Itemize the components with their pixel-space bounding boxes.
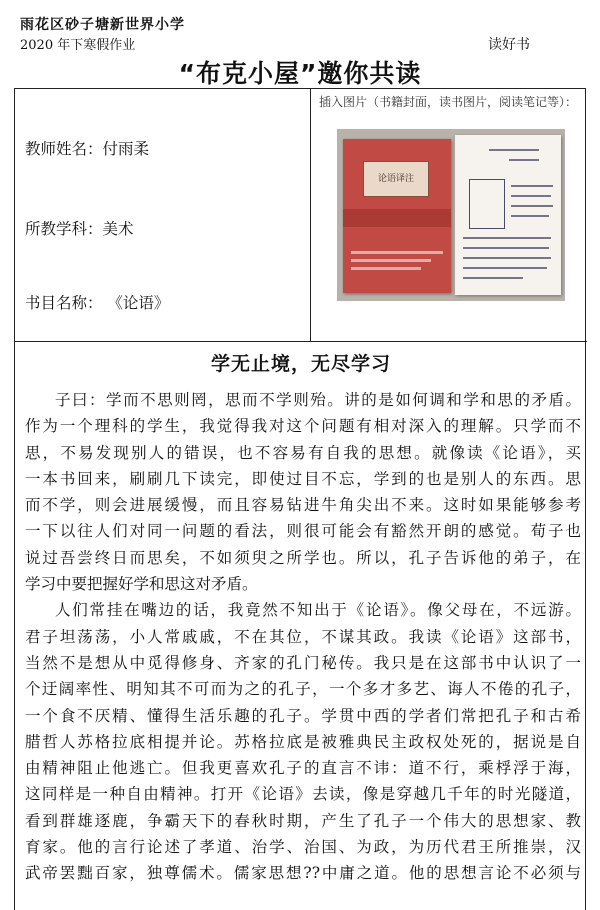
book-photo — [337, 129, 565, 301]
cover-text-line — [351, 251, 443, 254]
note-line — [511, 215, 549, 217]
essay-line: 作为一个理科的学生，我觉得我对这个问题有相对深入的理解。只学而不 — [25, 417, 581, 436]
essay-line: 子曰：学而不思则罔，思而不学则殆。讲的是如何调和学和思的矛盾。 — [55, 391, 581, 409]
page-title: “布克小屋”邀你共读 — [178, 59, 422, 88]
reading-notes-image — [455, 135, 561, 295]
essay-body — [25, 387, 581, 887]
note-line — [511, 185, 553, 187]
essay-line: 看到群雄逐鹿，争霸天下的春秋时期，产生了孔子一个伟大的思想家、教 — [25, 811, 581, 830]
school-name: 雨花区砂子塘新世界小学 — [20, 17, 185, 33]
row-divider — [15, 341, 587, 342]
essay-line: 思，不易发现别人的错误，也不容易有自我的思想。就像读《论语》，买 — [25, 443, 581, 462]
note-line — [509, 159, 539, 161]
cover-text-line — [351, 267, 421, 270]
essay-line: 武帝罢黜百家，独尊儒术。儒家思想??中庸之道。他的思想言论不必须与 — [25, 864, 581, 883]
essay-line: 当然不是想从中觅得修身、齐家的孔门秘传。我只是在这部书中认识了一 — [25, 653, 581, 672]
essay-line: 说过吾尝终日而思矣，不如须臾之所学也。所以，孔子告诉他的弟子，在 — [25, 548, 581, 567]
teacher-info-cell — [15, 89, 311, 341]
note-line — [463, 267, 547, 269]
cover-stripe — [343, 209, 451, 227]
note-line — [511, 195, 551, 197]
essay-line: 一个食不厌精、懂得生活乐趣的孔子。学贯中西的学者们常把孔子和古希 — [25, 706, 581, 725]
essay-line: 人们常挂在嘴边的话，我竟然不知出于《论语》。像父母在，不远游。 — [55, 601, 581, 620]
cover-title-label — [363, 161, 429, 197]
cover-title-text: 论语译注 — [377, 174, 414, 184]
essay-line: 育家。他的言行论述了孝道、治学、治国、为政，为历代君王所推崇，汉 — [25, 838, 581, 857]
image-cell — [311, 89, 587, 341]
assignment-term: 2020 年下寒假作业 — [20, 38, 136, 53]
note-line — [463, 237, 551, 239]
cover-text-line — [351, 259, 431, 262]
teacher-name: 教师姓名：付雨柔 — [25, 140, 150, 158]
essay-line: 由精神阻止他逃亡。但我更喜欢孔子的直言不讳：道不行，乘桴浮于海， — [25, 759, 581, 778]
book-cover-image — [343, 139, 451, 293]
note-sketch — [469, 179, 505, 229]
note-line — [511, 205, 553, 207]
essay-line: 这同样是一种自由精神。打开《论语》去读，像是穿越几千年的时光隧道， — [25, 785, 581, 804]
note-line — [463, 247, 549, 249]
form-table — [14, 88, 586, 910]
category-label: 读好书 — [488, 37, 530, 53]
note-line — [463, 277, 523, 279]
essay-line: 一下以往人们对同一问题的看法，则很可能会有豁然开朗的感觉。荀子也 — [25, 522, 581, 541]
essay-title: 学无止境，无尽学习 — [210, 353, 391, 375]
teacher-subject: 所教学科：美术 — [25, 220, 134, 238]
essay-line: 学习中要把握好学和思这对矛盾。 — [25, 575, 258, 594]
essay-line: 君子坦荡荡，小人常戚戚，不在其位，不谋其政。我读《论语》这部书， — [25, 627, 581, 646]
book-title: 书目名称： 《论语》 — [25, 294, 170, 312]
essay-line: 个迂阔率性、明知其不可而为之的孔子，一个多才多艺、诲人不倦的孔子， — [25, 680, 581, 699]
insert-image-label: 插入图片（书籍封面，读书图片，阅读笔记等）： — [319, 95, 578, 109]
note-line — [489, 149, 539, 151]
essay-line: 而不学，则会进展缓慢，而且容易钻进牛角尖出不来。这时如果能够参考 — [25, 496, 581, 515]
essay-line: 一本书回来，刷刷几下读完，即使过目不忘，学到的也是别人的东西。思 — [25, 469, 581, 488]
essay-line: 腊哲人苏格拉底相提并论。苏格拉底是被雅典民主政权处死的，据说是自 — [25, 732, 581, 751]
note-line — [463, 257, 551, 259]
